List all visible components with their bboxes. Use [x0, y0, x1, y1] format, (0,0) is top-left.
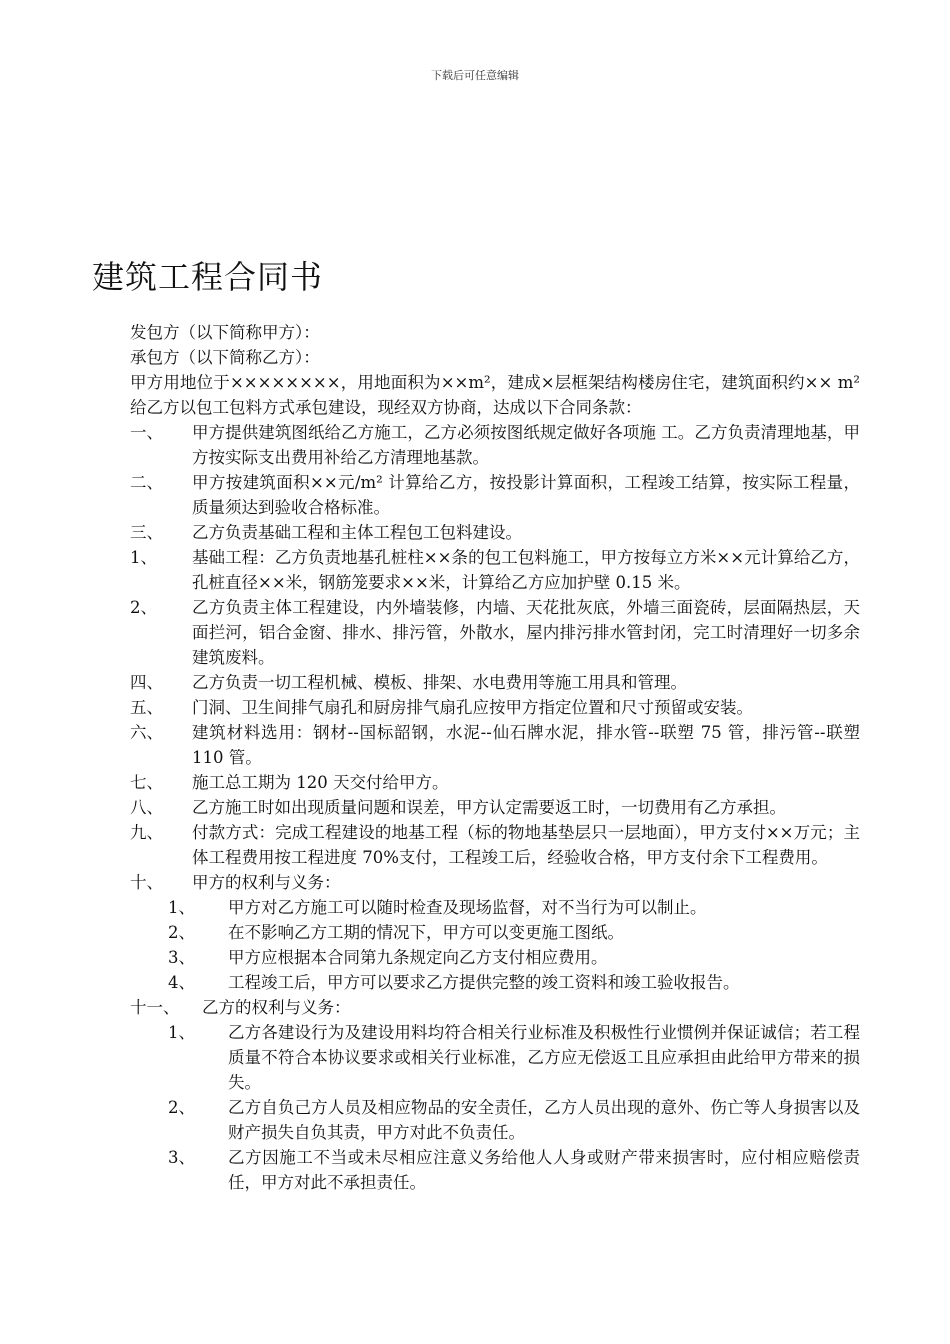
clause-text: 乙方的权利与义务：: [202, 998, 351, 1017]
sub-clause-10-2: [168, 920, 860, 945]
clause-text: 甲方按建筑面积××元/m² 计算给乙方，按投影计算面积，工程竣工结算，按实际工程量，质量须达到验收合格标准。: [192, 473, 860, 517]
sub-clause-text: 乙方负责主体工程建设，内外墙装修，内墙、天花批灰底，外墙三面瓷砖，层面隔热层，天面拦河，铝合金窗、排水、排污管，外散水，屋内排污排水管封闭，完工时清理好一切多余建筑废料。: [192, 598, 860, 667]
sub-clause-number: 3、: [168, 948, 195, 967]
sub-clause-3-2: [130, 595, 860, 670]
clause-number: 十、: [130, 873, 163, 892]
clause-text: 甲方提供建筑图纸给乙方施工，乙方必须按图纸规定做好各项施 工。乙方负责清理地基，甲方按实际支出费用补给乙方清理地基款。: [192, 423, 860, 467]
sub-clause-number: 1、: [130, 548, 157, 567]
sub-clause-number: 1、: [168, 898, 195, 917]
clause-number: 二、: [130, 473, 163, 492]
clause-number: 八、: [130, 798, 163, 817]
clause-number: 五、: [130, 698, 163, 717]
clause-number: 十一、: [130, 998, 180, 1017]
clause-8: [130, 795, 860, 820]
clause-number: 九、: [130, 823, 163, 842]
clause-number: 一、: [130, 423, 163, 442]
clause-10: [130, 870, 860, 895]
document-title: 建筑工程合同书: [92, 258, 324, 296]
sub-clause-10-1: [168, 895, 860, 920]
sub-clause-11-2: [168, 1095, 860, 1145]
sub-clause-text: 乙方自负己方人员及相应物品的安全责任，乙方人员出现的意外、伤亡等人身损害以及财产损失自负其责，甲方对此不负责任。: [228, 1098, 860, 1142]
clause-text: 付款方式：完成工程建设的地基工程（标的物地基垫层只一层地面），甲方支付××万元；主体工程费用按工程进度 70%支付，工程竣工后，经验收合格，甲方支付余下工程费用。: [192, 823, 860, 867]
clause-text: 建筑材料选用：钢材--国标韶钢，水泥--仙石牌水泥，排水管--联塑 75 管，排污管--联塑 110 管。: [192, 723, 860, 767]
intro-paragraph: 甲方用地位于××××××××，用地面积为××m²，建成×层框架结构楼房住宅，建筑面积约×× m² 给乙方以包工包料方式承包建设，现经双方协商，达成以下合同条款：: [130, 373, 860, 417]
sub-clause-text: 甲方对乙方施工可以随时检查及现场监督，对不当行为可以制止。: [228, 898, 707, 917]
clause-number: 七、: [130, 773, 163, 792]
sub-clause-text: 在不影响乙方工期的情况下，甲方可以变更施工图纸。: [228, 923, 624, 942]
sub-clause-number: 4、: [168, 973, 195, 992]
clause-9: [130, 820, 860, 870]
clause-5: [130, 695, 860, 720]
clause-text: 甲方的权利与义务：: [192, 873, 341, 892]
party-a-line: 发包方（以下简称甲方）：: [130, 323, 320, 342]
clause-11: [130, 995, 860, 1020]
clause-text: 乙方施工时如出现质量问题和误差，甲方认定需要返工时，一切费用有乙方承担。: [192, 798, 786, 817]
clause-text: 乙方负责基础工程和主体工程包工包料建设。: [192, 523, 522, 542]
sub-clause-number: 2、: [168, 1098, 195, 1117]
clause-number: 六、: [130, 723, 163, 742]
sub-clause-text: 甲方应根据本合同第九条规定向乙方支付相应费用。: [228, 948, 608, 967]
sub-clause-text: 乙方各建设行为及建设用料均符合相关行业标准及积极性行业惯例并保证诚信；若工程质量不符合本协议要求或相关行业标准，乙方应无偿返工且应承担由此给甲方带来的损失。: [228, 1023, 860, 1092]
sub-clause-text: 乙方因施工不当或未尽相应注意义务给他人人身或财产带来损害时，应付相应赔偿责任，甲方对此不承担责任。: [228, 1148, 860, 1192]
clause-2: [130, 470, 860, 520]
sub-clause-number: 1、: [168, 1023, 195, 1042]
clause-1: [130, 420, 860, 470]
clause-number: 四、: [130, 673, 163, 692]
sub-clause-number: 2、: [130, 598, 157, 617]
sub-clause-text: 工程竣工后，甲方可以要求乙方提供完整的竣工资料和竣工验收报告。: [228, 973, 740, 992]
clause-text: 施工总工期为 120 天交付给甲方。: [192, 773, 449, 792]
header-note: 下载后可任意编辑: [431, 69, 519, 82]
clause-number: 三、: [130, 523, 163, 542]
sub-clause-10-3: [168, 945, 860, 970]
clause-text: 乙方负责一切工程机械、模板、排架、水电费用等施工用具和管理。: [192, 673, 687, 692]
clause-3: [130, 520, 860, 545]
sub-clause-text: 基础工程：乙方负责地基孔桩柱××条的包工包料施工，甲方按每立方米××元计算给乙方，孔桩直径××米，钢筋笼要求××米，计算给乙方应加护壁 0.15 米。: [192, 548, 860, 592]
clause-4: [130, 670, 860, 695]
party-b-line: 承包方（以下简称乙方）：: [130, 348, 320, 367]
clause-6: [130, 720, 860, 770]
sub-clause-11-1: [168, 1020, 860, 1095]
clause-7: [130, 770, 860, 795]
sub-clause-3-1: [130, 545, 860, 595]
sub-clause-10-4: [168, 970, 860, 995]
sub-clause-number: 3、: [168, 1148, 195, 1167]
sub-clause-11-3: [168, 1145, 860, 1195]
sub-clause-number: 2、: [168, 923, 195, 942]
clause-text: 门洞、卫生间排气扇孔和厨房排气扇孔应按甲方指定位置和尺寸预留或安装。: [192, 698, 753, 717]
contract-body: [130, 320, 860, 1195]
